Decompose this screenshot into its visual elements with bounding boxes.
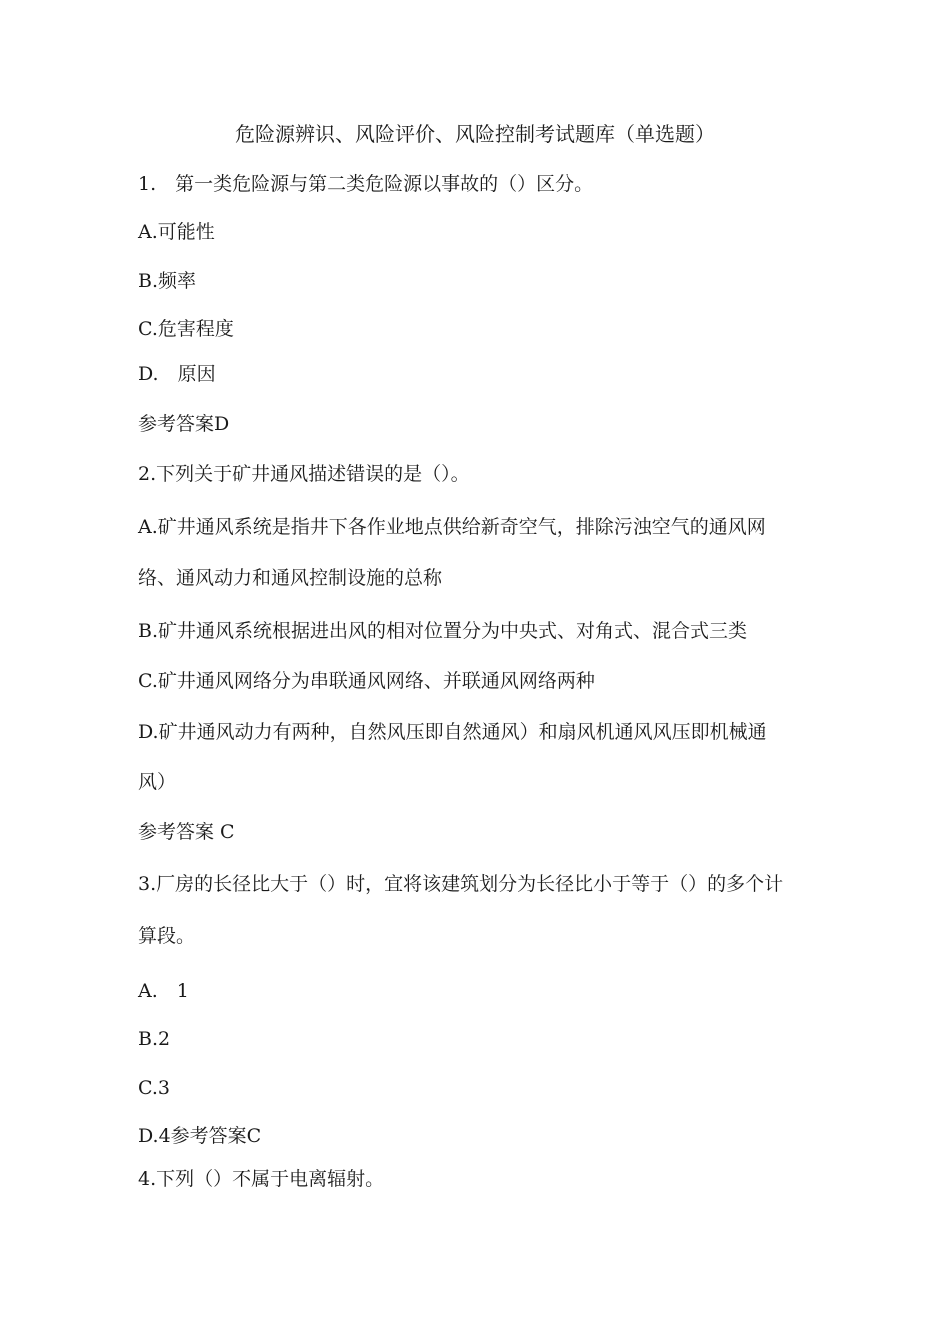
question-3-option-b: B.2: [138, 1028, 171, 1050]
document-title: 危险源辨识、风险评价、风险控制考试题库（单选题）: [235, 122, 715, 146]
question-2-option-d: D.矿井通风动力有两种，自然风压即自然通风）和扇风机通风风压即机械通: [138, 721, 767, 743]
question-1-option-c: C.危害程度: [138, 318, 234, 340]
question-2-answer: 参考答案 C: [138, 821, 235, 843]
question-1-option-d: D. 原因: [138, 363, 216, 385]
question-2-option-d-cont: 风）: [138, 771, 177, 793]
question-3-option-a: A. 1: [138, 980, 189, 1002]
question-2-option-c: C.矿井通风网络分为串联通风网络、并联通风网络两种: [138, 670, 595, 692]
question-3-option-c: C.3: [138, 1077, 170, 1099]
question-2-option-a: A.矿井通风系统是指井下各作业地点供给新奇空气，排除污浊空气的通风网: [138, 516, 766, 538]
question-3-option-d-answer: D.4参考答案C: [138, 1125, 262, 1147]
question-2-option-a-cont: 络、通风动力和通风控制设施的总称: [138, 567, 443, 589]
question-3-stem: 3.厂房的长径比大于（）时，宜将该建筑划分为长径比小于等于（）的多个计: [138, 873, 784, 895]
question-1-option-b: B.频率: [138, 270, 197, 292]
question-2-stem: 2.下列关于矿井通风描述错误的是（）。: [138, 463, 470, 485]
question-2-option-b: B.矿井通风系统根据进出风的相对位置分为中央式、对角式、混合式三类: [138, 620, 748, 642]
question-1-stem: 1. 第一类危险源与第二类危险源以事故的（）区分。: [138, 173, 594, 195]
question-4-stem: 4.下列（）不属于电离辐射。: [138, 1168, 385, 1190]
question-3-stem-cont: 算段。: [138, 925, 196, 947]
question-1-answer: 参考答案D: [138, 413, 230, 435]
question-1-option-a: A.可能性: [138, 221, 215, 243]
